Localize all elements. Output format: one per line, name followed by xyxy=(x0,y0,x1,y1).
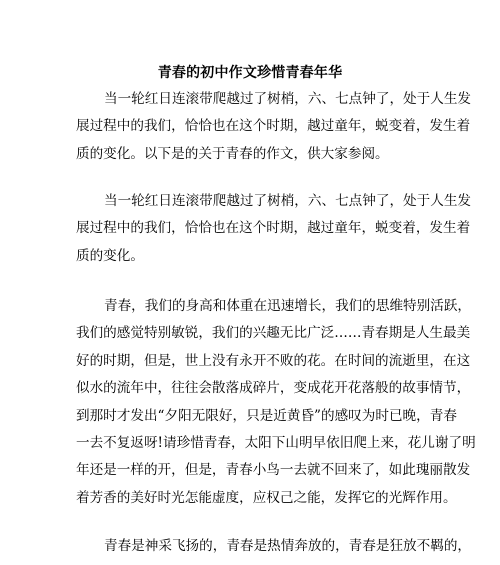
paragraph-line: 当一轮红日连滚带爬越过了树梢，六、七点钟了，处于人生发 xyxy=(104,193,472,209)
paragraph-2 xyxy=(76,188,472,270)
paragraph-line: 青春是神采飞扬的，青春是热情奔放的，青春是狂放不羁的， xyxy=(104,538,472,554)
paragraph-line: 好的时期，但是，世上没有永开不败的花。在时间的流逝里，在这 xyxy=(76,352,471,369)
paragraph-3 xyxy=(76,293,476,512)
paragraph-1 xyxy=(76,86,472,168)
paragraph-line: 展过程中的我们，恰恰也在这个时期，越过童年，蜕变着，发生着 xyxy=(76,118,471,135)
paragraph-line: 质的变化。 xyxy=(76,247,144,264)
paragraph-line: 当一轮红日连滚带爬越过了树梢，六、七点钟了，处于人生发 xyxy=(104,91,472,107)
paragraph-line: 展过程中的我们，恰恰也在这个时期，越过童年，蜕变着，发生着 xyxy=(76,220,471,237)
paragraph-line: 质的变化。以下是的关于青春的作文，供大家参阅。 xyxy=(76,145,389,162)
paragraph-line: 着芳香的美好时光怎能虚度，应权己之能，发挥它的光辉作用。 xyxy=(76,489,457,506)
paragraph-line: 到那时才发出“夕阳无限好，只是近黄昏”的感叹为时已晚，青春 xyxy=(76,407,457,424)
paragraph-line: 似水的流年中，往往会散落成碎片，变成花开花落般的故事情节， xyxy=(76,380,471,397)
article-title: 青春的初中作文珍惜青春年华 xyxy=(157,65,343,81)
paragraph-line: 我们的感觉特别敏锐，我们的兴趣无比广泛……青春期是人生最美 xyxy=(76,325,471,342)
paragraph-line: 一去不复返呀!请珍惜青春，太阳下山明早依旧爬上来，花儿谢了明 xyxy=(76,434,476,451)
paragraph-4 xyxy=(76,533,472,560)
paragraph-line: 青春，我们的身高和体重在迅速增长，我们的思维特别活跃， xyxy=(104,298,472,314)
paragraph-line: 年还是一样的开，但是，青春小鸟一去就不回来了，如此瑰丽散发 xyxy=(76,462,471,479)
